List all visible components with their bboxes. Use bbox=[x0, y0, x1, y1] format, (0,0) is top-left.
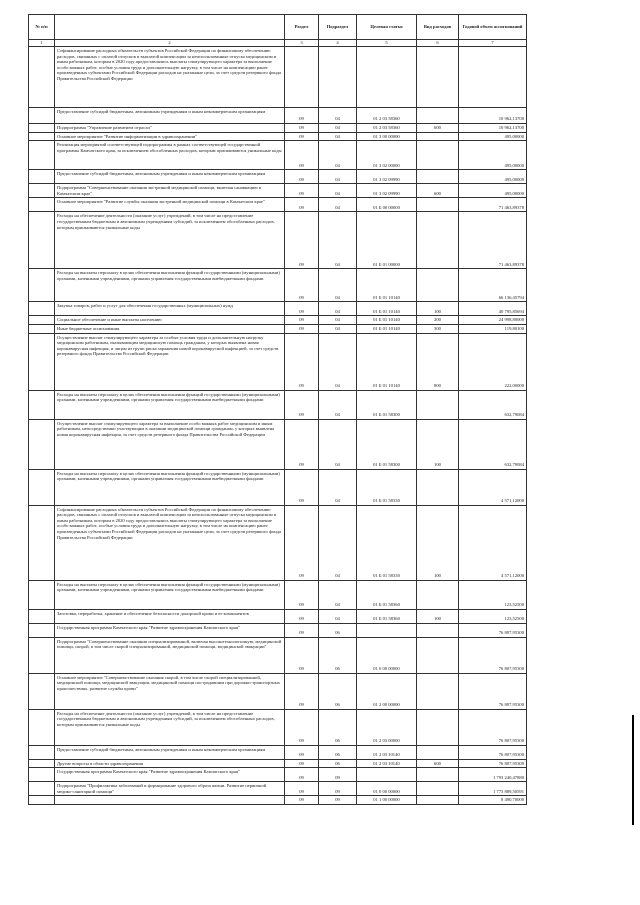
cell-num bbox=[29, 609, 55, 623]
cell-podrazdel: 06 bbox=[319, 745, 357, 759]
cell-num bbox=[29, 768, 55, 782]
table-row bbox=[29, 609, 527, 623]
cell-name: Основное мероприятие "Совершенствование оказания скорой, в том числе скорой специализированной, медицинской помощи, медицинской эвакуации, медицинской помощи пострадавшим при дорожно-транспортных происшествиях, развитие службы крови" bbox=[55, 673, 285, 709]
cell-vr bbox=[417, 198, 459, 212]
table-row bbox=[29, 768, 527, 782]
cell-csr: 01 Б 01 58300 bbox=[357, 390, 417, 419]
cell-razdel: 09 bbox=[285, 390, 319, 419]
cell-csr: 01 3 00 00000 bbox=[357, 132, 417, 141]
cell-vr bbox=[417, 132, 459, 141]
cell-podrazdel: 04 bbox=[319, 124, 357, 133]
cell-sum: 71 463,89378 bbox=[459, 212, 527, 269]
cell-sum: 495,00000 bbox=[459, 184, 527, 198]
cell-num bbox=[29, 212, 55, 269]
cell-sum: 119,80100 bbox=[459, 324, 527, 333]
cell-razdel: 09 bbox=[285, 184, 319, 198]
cell-sum bbox=[459, 47, 527, 108]
table-row bbox=[29, 505, 527, 580]
cell-csr: 01 2 03 10140 bbox=[357, 759, 417, 768]
cell-podrazdel: 04 bbox=[319, 212, 357, 269]
cell-name: Расходы на выплаты персоналу в целях обеспечения выполнения функций государственными (муниципальными) органами, казенными учреждениями, органами управления государственными внебюджетными фондами bbox=[55, 469, 285, 505]
cell-name: Предоставление субсидий бюджетным, автономным учреждениям и иным некоммерческим организациям bbox=[55, 108, 285, 124]
table-row bbox=[29, 324, 527, 333]
cell-num bbox=[29, 505, 55, 580]
cell-vr: 100 bbox=[417, 609, 459, 623]
cell-vr bbox=[417, 269, 459, 302]
table-row bbox=[29, 759, 527, 768]
cell-num bbox=[29, 745, 55, 759]
cell-name: Расходы на обеспечение деятельности (оказание услуг) учреждений, в том числе на предоставление государственным бюджетным и автономным учреждениям субсидий, за исключением обособленных расходов, которым присваиваются уникальные коды bbox=[55, 709, 285, 745]
cell-vr: 600 bbox=[417, 124, 459, 133]
cell-sum: 632,79084 bbox=[459, 419, 527, 469]
cell-name: Государственная программа Камчатского края "Развитие здравоохранения Камчатского края" bbox=[55, 768, 285, 782]
cell-num bbox=[29, 673, 55, 709]
cell-podrazdel: 09 bbox=[319, 768, 357, 782]
cell-csr: 01 Б 01 10140 bbox=[357, 316, 417, 325]
cell-csr: 01 Б 01 58330 bbox=[357, 505, 417, 580]
cell-num bbox=[29, 324, 55, 333]
table-body bbox=[29, 47, 527, 805]
cell-sum: 10 962,13700 bbox=[459, 108, 527, 124]
table-row bbox=[29, 782, 527, 796]
table-row bbox=[29, 333, 527, 390]
header-vr: Вид расходов bbox=[417, 15, 459, 40]
cell-sum: 76 807,95300 bbox=[459, 709, 527, 745]
table-row bbox=[29, 390, 527, 419]
cell-name: Расходы на выплаты персоналу в целях обеспечения выполнения функций государственными (муниципальными) органами, казенными учреждениями, органами управления государственными внебюджетными фондами bbox=[55, 390, 285, 419]
cell-name: Основное мероприятие "Развитие информатизации в здравоохранении" bbox=[55, 132, 285, 141]
cell-razdel: 09 bbox=[285, 170, 319, 184]
cell-vr: 300 bbox=[417, 324, 459, 333]
cell-csr: 01 2 03 00000 bbox=[357, 709, 417, 745]
cell-vr bbox=[417, 782, 459, 796]
cell-csr: 01 1 00 00000 bbox=[357, 796, 417, 805]
cell-csr: 01 0 00 00000 bbox=[357, 637, 417, 673]
cell-razdel: 09 bbox=[285, 768, 319, 782]
cell-sum: 4 571,12000 bbox=[459, 469, 527, 505]
table-row bbox=[29, 132, 527, 141]
cell-razdel: 09 bbox=[285, 637, 319, 673]
cell-sum: 76 807,95300 bbox=[459, 759, 527, 768]
cell-sum: 76 807,95300 bbox=[459, 745, 527, 759]
cell-razdel: 09 bbox=[285, 198, 319, 212]
budget-table bbox=[28, 14, 527, 805]
cell-num bbox=[29, 124, 55, 133]
cell-podrazdel: 09 bbox=[319, 796, 357, 805]
cell-podrazdel: 06 bbox=[319, 637, 357, 673]
cell-vr bbox=[417, 709, 459, 745]
table-row bbox=[29, 623, 527, 637]
cell-razdel: 09 bbox=[285, 745, 319, 759]
cell-vr: 600 bbox=[417, 184, 459, 198]
table-row bbox=[29, 745, 527, 759]
cell-vr bbox=[417, 390, 459, 419]
colnum: 7 bbox=[459, 40, 527, 47]
cell-podrazdel: 06 bbox=[319, 673, 357, 709]
cell-razdel: 09 bbox=[285, 302, 319, 316]
cell-podrazdel: 04 bbox=[319, 390, 357, 419]
cell-podrazdel: 04 bbox=[319, 302, 357, 316]
cell-name: Осуществление выплат стимулирующего характера за особые условия труда и дополнительную нагрузку медицинским работникам, оказывающим медицинскую помощь гражданам, у которых выявлена новая коронавирусная инфекция, и лицам из групп риска заражения новой коронавирусной инфекцией, за счет средств резервного фонда Правительства Российской Федерации bbox=[55, 333, 285, 390]
cell-csr: 01 Б 01 10140 bbox=[357, 302, 417, 316]
cell-sum: 222,00000 bbox=[459, 333, 527, 390]
cell-razdel: 09 bbox=[285, 419, 319, 469]
cell-num bbox=[29, 184, 55, 198]
cell-podrazdel: 04 bbox=[319, 316, 357, 325]
cell-podrazdel: 04 bbox=[319, 505, 357, 580]
cell-vr bbox=[417, 623, 459, 637]
cell-num bbox=[29, 469, 55, 505]
cell-name: Софинансирование расходных обязательств субъектов Российской Федерации по финансовому обеспечению расходов, связанных с оплатой отпусков и выплатой компенсации за неиспользованные отпуска медицинским и иным работникам, которым в 2020 году предоставлялись выплаты стимулирующего характера за выполнение особо важных работ, особые условия труда и дополнительную нагрузку, в том числе на компенсацию ранее произведенных субъектами Российской Федерации расходов на указанные цели, за счет средств резервного фонда Правительства Российской Федерации bbox=[55, 47, 285, 108]
cell-vr: 200 bbox=[417, 316, 459, 325]
cell-razdel: 09 bbox=[285, 124, 319, 133]
cell-sum: 76 807,95300 bbox=[459, 637, 527, 673]
header-sum: Годовой объем ассигнований bbox=[459, 15, 527, 40]
table-row bbox=[29, 47, 527, 108]
column-number-row bbox=[29, 40, 527, 47]
cell-num bbox=[29, 170, 55, 184]
cell-name: Социальное обеспечение и иные выплаты населению bbox=[55, 316, 285, 325]
cell-vr bbox=[417, 212, 459, 269]
cell-sum: 10 962,13700 bbox=[459, 124, 527, 133]
cell-sum: 24 998,80000 bbox=[459, 316, 527, 325]
cell-name: Государственная программа Камчатского края "Развитие здравоохранения Камчатского края" bbox=[55, 623, 285, 637]
table-row bbox=[29, 580, 527, 609]
budget-table-sheet bbox=[28, 14, 526, 805]
cell-name: Подпрограмма "Профилактика заболеваний и формирование здорового образа жизни. Развитие первичной медико-санитарной помощи" bbox=[55, 782, 285, 796]
cell-name: Закупка товаров, работ и услуг для обеспечения государственных (муниципальных) нужд bbox=[55, 302, 285, 316]
cell-name: Расходы на обеспечение деятельности (оказание услуг) учреждений, в том числе на предоставление государственным бюджетным и автономным учреждениям субсидий, за исключением обособленных расходов, которым присваиваются уникальные коды bbox=[55, 212, 285, 269]
cell-vr: 600 bbox=[417, 759, 459, 768]
cell-razdel: 09 bbox=[285, 782, 319, 796]
cell-csr: 01 Б 01 00000 bbox=[357, 212, 417, 269]
cell-name: Софинансирование расходных обязательств субъектов Российской Федерации по финансовому обеспечению расходов, связанных с оплатой отпусков и выплатой компенсации за неиспользованные отпуска медицинским и иным работникам, которым в 2020 году предоставлялись выплаты стимулирующего характера за выполнение особо важных работ, особые условия труда и дополнительную нагрузку, в том числе на компенсацию ранее произведенных субъектами Российской Федерации расходов на указанные цели, за счет средств резервного фонда Правительства Российской Федерации bbox=[55, 505, 285, 580]
cell-sum: 495,00000 bbox=[459, 170, 527, 184]
cell-csr: 01 Б 01 58330 bbox=[357, 469, 417, 505]
cell-podrazdel: 09 bbox=[319, 782, 357, 796]
cell-sum: 8 490,70000 bbox=[459, 796, 527, 805]
cell-vr bbox=[417, 580, 459, 609]
cell-vr bbox=[417, 170, 459, 184]
cell-csr: 01 Б 01 58360 bbox=[357, 609, 417, 623]
cell-csr: 01 Б 01 10140 bbox=[357, 324, 417, 333]
cell-name: Расходы на выплаты персоналу в целях обеспечения выполнения функций государственными (муниципальными) органами, казенными учреждениями, органами управления государственными внебюджетными фондами bbox=[55, 580, 285, 609]
cell-razdel: 09 bbox=[285, 505, 319, 580]
cell-sum: 66 136,45794 bbox=[459, 269, 527, 302]
cell-name: Заготовка, переработка, хранение и обеспечение безопасности донорской крови и ее компонентов bbox=[55, 609, 285, 623]
cell-sum: 495,00000 bbox=[459, 141, 527, 170]
cell-num bbox=[29, 580, 55, 609]
cell-razdel: 09 bbox=[285, 333, 319, 390]
cell-sum: 76 807,95300 bbox=[459, 623, 527, 637]
cell-num bbox=[29, 141, 55, 170]
cell-vr: 100 bbox=[417, 302, 459, 316]
cell-razdel: 09 bbox=[285, 132, 319, 141]
cell-razdel: 09 bbox=[285, 609, 319, 623]
table-row bbox=[29, 269, 527, 302]
table-row bbox=[29, 212, 527, 269]
cell-razdel: 09 bbox=[285, 316, 319, 325]
page-edge-mark bbox=[632, 715, 634, 825]
cell-vr bbox=[417, 108, 459, 124]
cell-sum: 40 795,85694 bbox=[459, 302, 527, 316]
cell-csr bbox=[357, 623, 417, 637]
cell-podrazdel: 04 bbox=[319, 419, 357, 469]
colnum: 3 bbox=[285, 40, 319, 47]
header-podrazdel: Подраздел bbox=[319, 15, 357, 40]
cell-podrazdel: 06 bbox=[319, 623, 357, 637]
cell-name: Реализация мероприятий соответствующей подпрограммы в рамках соответствующей государственной программы Камчатского края, за исключением обособленных расходов, которым присваиваются уникальные коды bbox=[55, 141, 285, 170]
cell-sum: 4 571,12000 bbox=[459, 505, 527, 580]
cell-csr: 01 Б 01 58360 bbox=[357, 580, 417, 609]
cell-sum: 76 807,95300 bbox=[459, 673, 527, 709]
cell-razdel: 09 bbox=[285, 580, 319, 609]
cell-podrazdel: 04 bbox=[319, 132, 357, 141]
cell-podrazdel: 04 bbox=[319, 269, 357, 302]
colnum: 1 bbox=[29, 40, 55, 47]
table-row bbox=[29, 673, 527, 709]
cell-sum: 632,79084 bbox=[459, 390, 527, 419]
cell-num bbox=[29, 796, 55, 805]
cell-csr: 01 2 03 10140 bbox=[357, 745, 417, 759]
cell-sum: 71 463,89378 bbox=[459, 198, 527, 212]
cell-razdel: 09 bbox=[285, 673, 319, 709]
cell-csr: 01 Б 01 58300 bbox=[357, 419, 417, 469]
cell-vr bbox=[417, 745, 459, 759]
cell-vr bbox=[417, 47, 459, 108]
cell-vr: 100 bbox=[417, 419, 459, 469]
cell-razdel: 09 bbox=[285, 759, 319, 768]
cell-num bbox=[29, 47, 55, 108]
cell-num bbox=[29, 132, 55, 141]
cell-csr: 01 Б 01 10140 bbox=[357, 333, 417, 390]
cell-podrazdel bbox=[319, 47, 357, 108]
table-row bbox=[29, 124, 527, 133]
cell-podrazdel: 04 bbox=[319, 198, 357, 212]
cell-podrazdel: 06 bbox=[319, 759, 357, 768]
table-row bbox=[29, 316, 527, 325]
cell-razdel: 09 bbox=[285, 796, 319, 805]
cell-name: Подпрограмма "Совершенствование оказания экстренной медицинской помощи, включая санавиацию в Камчатском крае" bbox=[55, 184, 285, 198]
cell-csr: 01 2 03 58360 bbox=[357, 108, 417, 124]
colnum: 2 bbox=[55, 40, 285, 47]
cell-vr bbox=[417, 796, 459, 805]
cell-csr: 01 3 02 09990 bbox=[357, 170, 417, 184]
cell-num bbox=[29, 198, 55, 212]
colnum: 5 bbox=[357, 40, 417, 47]
cell-vr bbox=[417, 141, 459, 170]
cell-podrazdel: 04 bbox=[319, 108, 357, 124]
cell-podrazdel: 04 bbox=[319, 580, 357, 609]
cell-podrazdel: 06 bbox=[319, 709, 357, 745]
cell-num bbox=[29, 390, 55, 419]
cell-sum: 1 793 240,47880 bbox=[459, 768, 527, 782]
cell-podrazdel: 04 bbox=[319, 170, 357, 184]
colnum: 4 bbox=[319, 40, 357, 47]
cell-podrazdel: 04 bbox=[319, 333, 357, 390]
cell-podrazdel: 04 bbox=[319, 141, 357, 170]
cell-vr bbox=[417, 637, 459, 673]
cell-razdel bbox=[285, 47, 319, 108]
cell-name bbox=[55, 796, 285, 805]
cell-csr: 01 Б 01 10140 bbox=[357, 269, 417, 302]
cell-csr: 01 2 03 58360 bbox=[357, 124, 417, 133]
cell-razdel: 09 bbox=[285, 623, 319, 637]
cell-sum: 1 773 889,50591 bbox=[459, 782, 527, 796]
cell-name: Подпрограмма "Совершенствование оказания специализированной, включая высокотехнологичную, медицинской помощи, скорой, в том числе скорой специализированной, медицинской помощи, медицинской эвакуации" bbox=[55, 637, 285, 673]
cell-num bbox=[29, 782, 55, 796]
cell-num bbox=[29, 302, 55, 316]
table-row bbox=[29, 108, 527, 124]
header-name bbox=[55, 15, 285, 40]
cell-num bbox=[29, 316, 55, 325]
table-header-row bbox=[29, 15, 527, 40]
table-row bbox=[29, 170, 527, 184]
table-row bbox=[29, 709, 527, 745]
cell-razdel: 09 bbox=[285, 469, 319, 505]
cell-name: Предоставление субсидий бюджетным, автономным учреждениям и иным некоммерческим организациям bbox=[55, 170, 285, 184]
cell-razdel: 09 bbox=[285, 324, 319, 333]
cell-vr bbox=[417, 469, 459, 505]
cell-num bbox=[29, 419, 55, 469]
header-num: № п/п bbox=[29, 15, 55, 40]
table-row bbox=[29, 469, 527, 505]
cell-name: Предоставление субсидий бюджетным, автономным учреждениям и иным некоммерческим организациям bbox=[55, 745, 285, 759]
cell-vr bbox=[417, 768, 459, 782]
cell-num bbox=[29, 637, 55, 673]
cell-csr: 01 2 00 00000 bbox=[357, 673, 417, 709]
cell-podrazdel: 04 bbox=[319, 184, 357, 198]
cell-csr: 01 3 02 09990 bbox=[357, 184, 417, 198]
cell-num bbox=[29, 623, 55, 637]
cell-sum: 123,52500 bbox=[459, 580, 527, 609]
cell-csr: 01 0 00 00000 bbox=[357, 782, 417, 796]
cell-vr bbox=[417, 673, 459, 709]
cell-csr: 01 3 02 00000 bbox=[357, 141, 417, 170]
cell-sum: 123,52500 bbox=[459, 609, 527, 623]
table-row bbox=[29, 796, 527, 805]
table-row bbox=[29, 184, 527, 198]
header-csr: Целевая статья bbox=[357, 15, 417, 40]
table-row bbox=[29, 141, 527, 170]
cell-razdel: 09 bbox=[285, 709, 319, 745]
cell-csr bbox=[357, 768, 417, 782]
cell-name: Подпрограмма "Управление развитием отрасли" bbox=[55, 124, 285, 133]
cell-vr: 800 bbox=[417, 333, 459, 390]
cell-csr: 01 Б 00 00000 bbox=[357, 198, 417, 212]
table-row bbox=[29, 419, 527, 469]
colnum: 6 bbox=[417, 40, 459, 47]
cell-vr: 100 bbox=[417, 505, 459, 580]
cell-num bbox=[29, 709, 55, 745]
cell-name: Иные бюджетные ассигнования bbox=[55, 324, 285, 333]
cell-num bbox=[29, 269, 55, 302]
table-row bbox=[29, 637, 527, 673]
cell-num bbox=[29, 759, 55, 768]
cell-razdel: 09 bbox=[285, 141, 319, 170]
cell-name: Осуществление выплат стимулирующего характера за выполнение особо важных работ медицинским и иным работникам, непосредственно участвующим в оказании медицинской помощи гражданам, у которых выявлена новая коронавирусная инфекция, за счет средств резервного фонда Правительства Российской Федерации bbox=[55, 419, 285, 469]
header-razdel: Раздел bbox=[285, 15, 319, 40]
cell-podrazdel: 04 bbox=[319, 609, 357, 623]
cell-name: Основное мероприятие "Развитие службы оказания экстренной медицинской помощи в Камчатском крае" bbox=[55, 198, 285, 212]
cell-csr bbox=[357, 47, 417, 108]
table-row bbox=[29, 198, 527, 212]
cell-num bbox=[29, 108, 55, 124]
cell-podrazdel: 04 bbox=[319, 324, 357, 333]
cell-razdel: 09 bbox=[285, 269, 319, 302]
cell-num bbox=[29, 333, 55, 390]
table-row bbox=[29, 302, 527, 316]
cell-podrazdel: 04 bbox=[319, 469, 357, 505]
cell-razdel: 09 bbox=[285, 108, 319, 124]
cell-name: Другие вопросы в области здравоохранения bbox=[55, 759, 285, 768]
cell-sum: 495,00000 bbox=[459, 132, 527, 141]
cell-razdel: 09 bbox=[285, 212, 319, 269]
cell-name: Расходы на выплаты персоналу в целях обеспечения выполнения функций государственными (муниципальными) органами, казенными учреждениями, органами управления государственными внебюджетными фондами bbox=[55, 269, 285, 302]
